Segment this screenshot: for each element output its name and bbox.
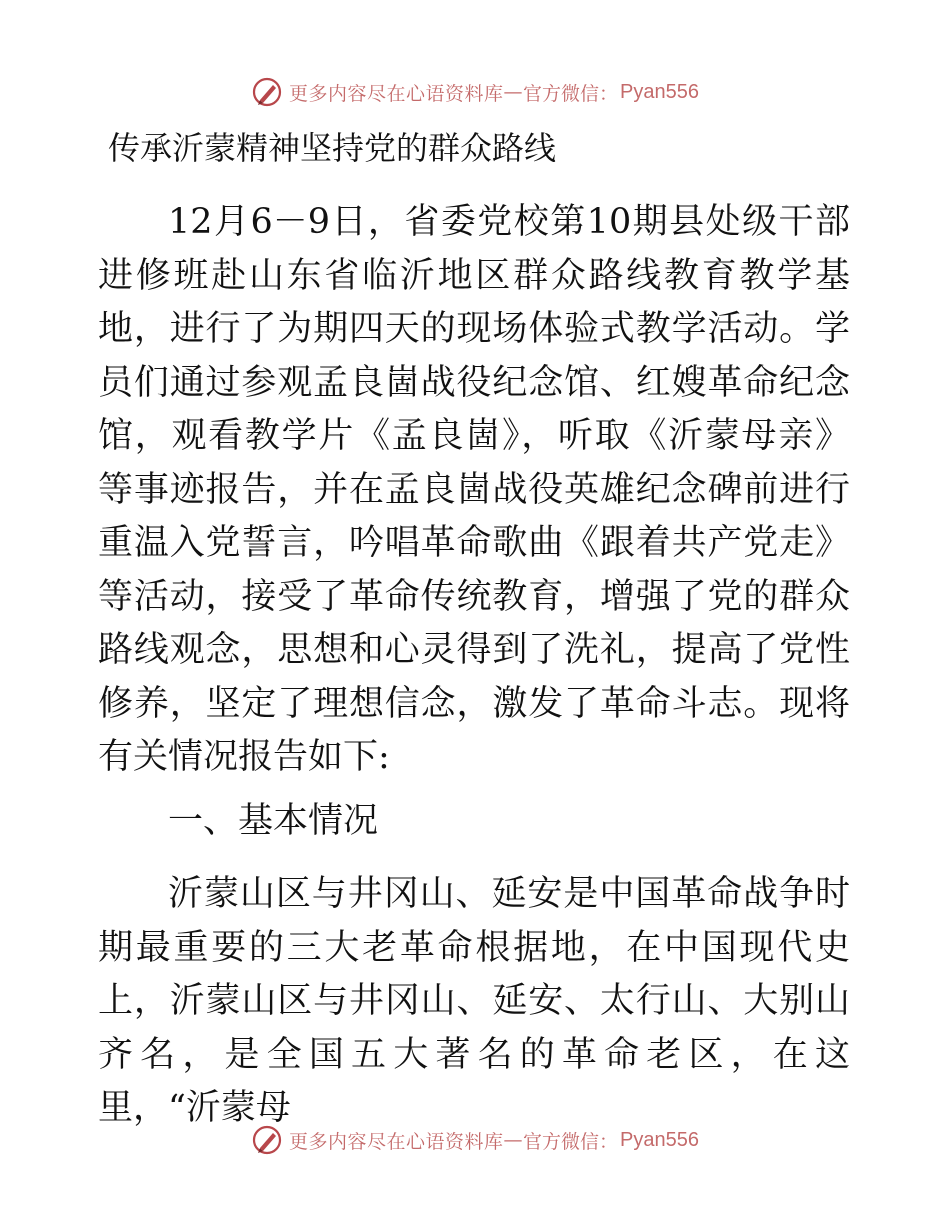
document-title: 传承沂蒙精神坚持党的群众路线 — [108, 129, 557, 167]
watermark-separator: — — [503, 81, 524, 103]
paragraph-yimeng-region: 沂蒙山区与井冈山、延安是中国革命战争时期最重要的三大老革命根据地，在中国现代史上，沂蒙山区与井冈山、延安、太行山、大别山齐名，是全国五大著名的革命老区，在这里，“沂蒙母 — [98, 874, 850, 1128]
watermark-wechat-label: 官方微信： — [523, 82, 619, 105]
pen-logo-icon — [251, 76, 283, 108]
watermark-banner-top — [0, 72, 950, 112]
watermark-wechat-id: Pyan556 — [620, 1128, 699, 1151]
section-heading-basic-situation: 一、基本情况 — [168, 801, 379, 841]
paragraph-intro: 12月6－9日，省委党校第10期县处级干部进修班赴山东省临沂地区群众路线教育教学基地，进行了为期四天的现场体验式教学活动。学员们通过参观孟良崮战役纪念馆、红嫂革命纪念馆，观看教学片《孟良崮》，听取《沂蒙母亲》等事迹报告，并在孟良崮战役英雄纪念碑前进行重温入党誓言，吟唱革命歌曲《跟着共产党走》等活动，接受了革命传统教育，增强了党的群众路线观念，思想和心灵得到了洗礼，提高了党性修养，坚定了理想信念，激发了革命斗志。现将有关情况报告如下: — [98, 202, 850, 777]
watermark-wechat-label: 官方微信： — [523, 1130, 619, 1153]
watermark-separator: — — [503, 1129, 524, 1151]
pen-logo-icon — [251, 1124, 283, 1156]
watermark-banner-bottom — [0, 1120, 950, 1160]
watermark-wechat-id: Pyan556 — [620, 80, 699, 103]
watermark-text: 更多内容尽在心语资料库 — [289, 82, 504, 105]
watermark-text: 更多内容尽在心语资料库 — [289, 1130, 504, 1153]
